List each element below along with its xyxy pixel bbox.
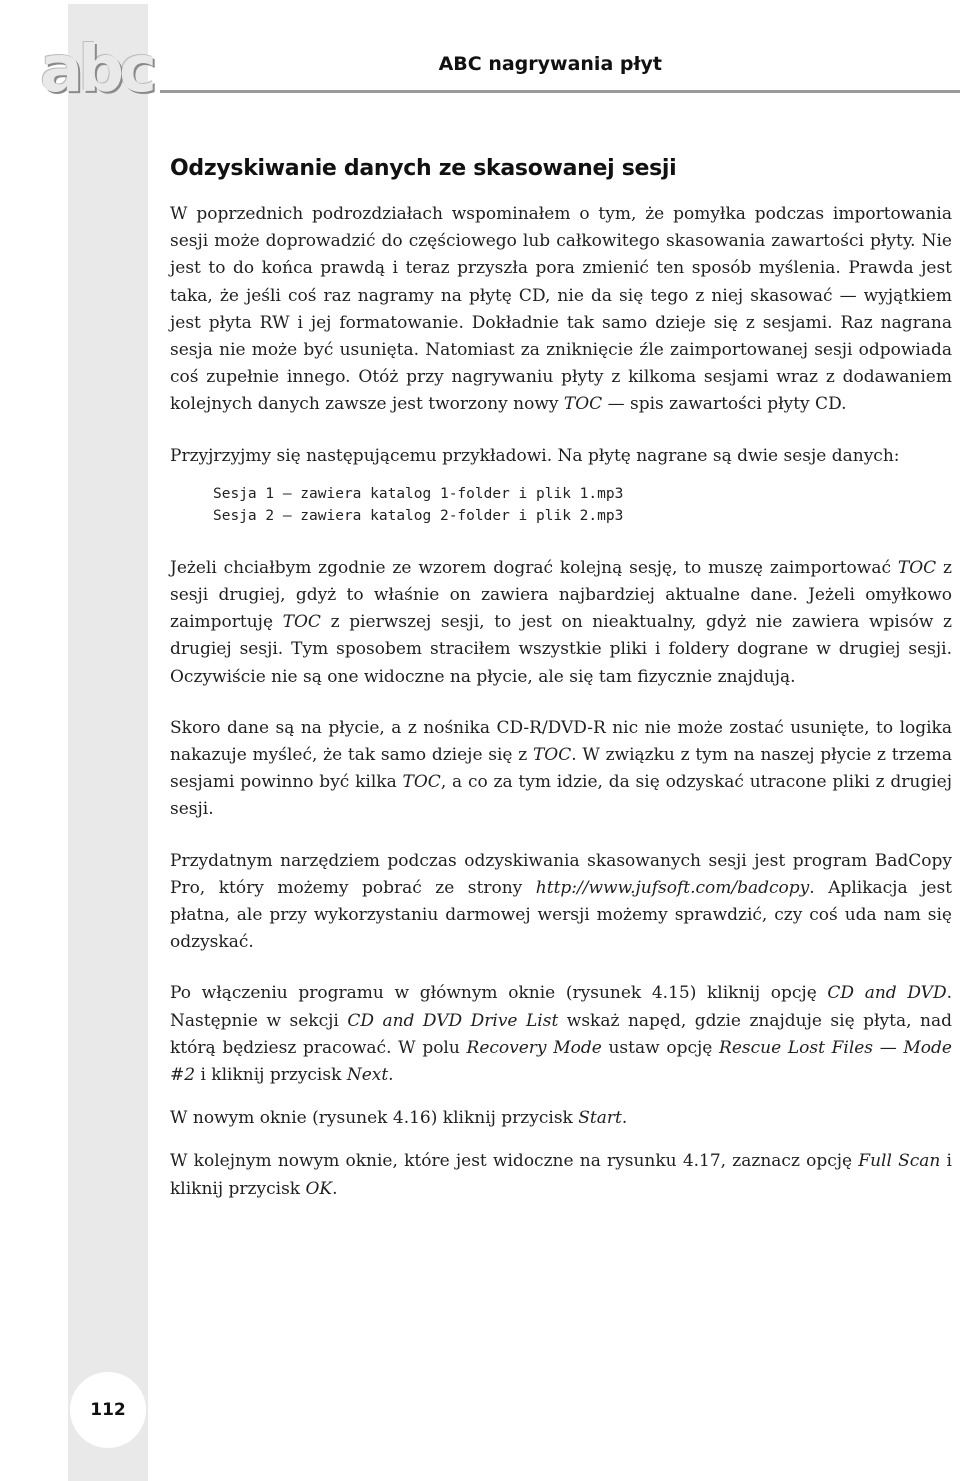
paragraph-7: W nowym oknie (rysunek 4.16) kliknij przycisk Start. (170, 1108, 628, 1129)
url-link[interactable]: http://www.jufsoft.com/badcopy (535, 877, 810, 898)
page-content (170, 156, 952, 1227)
paragraph-2: Przyjrzyjmy się następującemu przykładowi. Na płytę nagrane są dwie sesje danych: (170, 445, 900, 466)
section-title: Odzyskiwanie danych ze skasowanej sesji (170, 156, 677, 181)
page-number: 112 (90, 1400, 126, 1420)
paragraph-3: Jeżeli chciałbym zgodnie ze wzorem dograć kolejną sesję, to muszę zaimportować TOC z sesji drugiej, gdyż to właśnie on zawiera najbardziej aktualne dane. Jeżeli omyłkowo zaimportuję TOC z pierwszej sesji, to jest on nieaktualny, gdyż nie zawiera wpisów z drugiej sesji. Tym sposobem straciłem wszystkie pliki i foldery dograne w drugiej sesji. Oczywiście nie są one widoczne na płycie, ale się tam fizycznie znajdują. (170, 557, 952, 687)
paragraph-5: Przydatnym narzędziem podczas odzyskiwania skasowanych sesji jest program BadCopy Pro, który możemy pobrać ze strony http://www.jufsoft.com/badcopy. Aplikacja jest płatna, ale przy wykorzystaniu darmowej wersji możemy sprawdzić, czy coś uda nam się odzyskać. (170, 850, 952, 953)
abc-logo: abc (40, 33, 152, 107)
page-number-badge (70, 1372, 146, 1448)
code-listing (213, 483, 952, 527)
paragraph-4: Skoro dane są na płycie, a z nośnika CD-R/DVD-R nic nie może zostać usunięte, to logika nakazuje myśleć, że tak samo dzieje się z TOC. W związku z tym na naszej płycie z trzema sesjami powinno być kilka TOC, a co za tym idzie, da się odzyskać utracone pliki z drugiej sesji. (170, 717, 952, 820)
margin-band (68, 4, 148, 1481)
paragraph-6: Po włączeniu programu w głównym oknie (rysunek 4.15) kliknij opcję CD and DVD. Następnie w sekcji CD and DVD Drive List wskaż napęd, gdzie znajduje się płyta, nad którą będziesz pracować. W polu Recovery Mode ustaw opcję Rescue Lost Files — Mode #2 i kliknij przycisk Next. (170, 983, 952, 1086)
code-line: Sesja 1 – zawiera katalog 1-folder i plik 1.mp3 (213, 485, 624, 502)
running-title: ABC nagrywania płyt (438, 53, 662, 75)
code-line: Sesja 2 – zawiera katalog 2-folder i plik 2.mp3 (213, 507, 624, 524)
header-rule (160, 90, 960, 93)
paragraph-1: W poprzednich podrozdziałach wspominałem o tym, że pomyłka podczas importowania sesji może doprowadzić do częściowego lub całkowitego skasowania zawartości płyty. Nie jest to do końca prawdą i teraz przyszła pora zmienić ten sposób myślenia. Prawda jest taka, że jeśli coś raz nagramy na płytę CD, nie da się tego z niej skasować — wyjątkiem jest płyta RW i jej formatowanie. Dokładnie tak samo dzieje się z sesjami. Raz nagrana sesja nie może być usunięta. Natomiast za zniknięcie źle zaimportowanej sesji odpowiada coś zupełnie innego. Otóż przy nagrywaniu płyty z kilkoma sesjami wraz z dodawaniem kolejnych danych zawsze jest tworzony nowy TOC — spis zawartości płyty CD. (170, 204, 952, 415)
paragraph-8: W kolejnym nowym oknie, które jest widoczne na rysunku 4.17, zaznacz opcję Full Scan i kliknij przycisk OK. (170, 1151, 952, 1199)
